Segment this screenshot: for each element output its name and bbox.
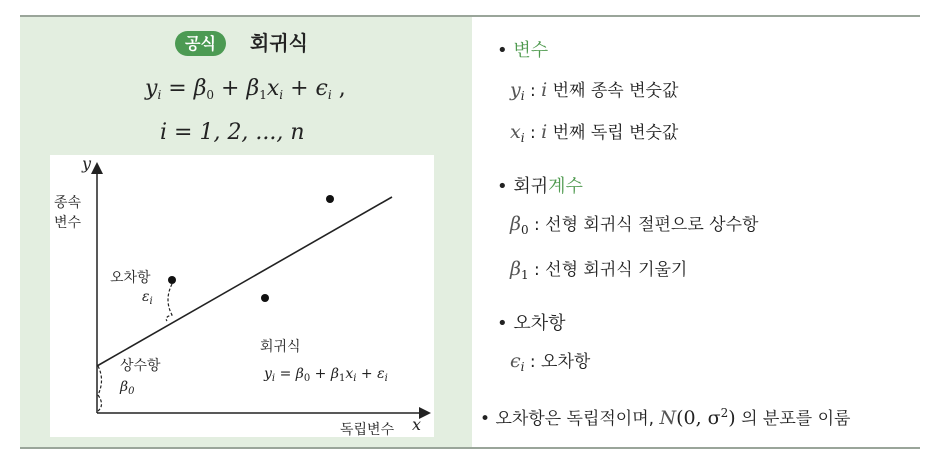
y-axis-symbol: y: [82, 155, 92, 173]
error-term-symbol: $\varepsilon_i$: [142, 289, 153, 307]
regression-graph: [50, 155, 434, 437]
coefficients-heading: • 회귀계수: [497, 176, 583, 197]
intercept-label: 상수항: [120, 358, 161, 374]
y-axis-label-line1: 종속: [54, 195, 82, 211]
data-point: [168, 276, 176, 284]
data-point: [326, 195, 334, 203]
x-axis-label: 독립변수: [340, 422, 395, 437]
slope-coefficient-item: $\beta_1$ : 선형 회귀식 기울기: [510, 258, 688, 282]
data-point: [261, 294, 269, 302]
error-brace: [166, 284, 172, 321]
index-range: i = 1, 2, ..., n: [160, 120, 305, 145]
error-term-item: $\epsilon_i$ : 오차항: [510, 350, 591, 374]
graph-canvas: [50, 155, 434, 437]
intercept-coefficient-item: $\beta_0$ : 선형 회귀식 절편으로 상수항: [510, 213, 759, 237]
intercept-brace: [98, 366, 102, 411]
y-axis-label-line2: 변수: [54, 215, 82, 231]
distribution-note: • 오차항은 독립적이며, N(0, $\sigma^2$) 의 분포를 이룸: [480, 406, 851, 429]
bottom-rule: [20, 447, 920, 449]
formula-title: 회귀식: [250, 31, 308, 55]
independent-variable-item: $x_i$ : i 번째 독립 변숫값: [510, 121, 679, 145]
variables-heading: • 변수: [497, 40, 549, 61]
error-term-label: 오차항: [110, 270, 151, 286]
formula-badge: 공식: [175, 31, 226, 56]
regression-line-label: 회귀식: [260, 339, 301, 355]
regression-line-equation: $y_i = \beta_0 + \beta_1x_i + \varepsilon_i$: [264, 366, 388, 384]
x-axis-symbol: x: [412, 415, 422, 434]
dependent-variable-item: $y_i$ : i 번째 종속 변숫값: [510, 79, 679, 103]
regression-equation: $y_i = \beta_0 + \beta_1x_i + \epsilon_i$ ,: [145, 76, 346, 102]
intercept-symbol: $\beta_0$: [120, 379, 135, 397]
error-heading: • 오차항: [497, 313, 566, 334]
